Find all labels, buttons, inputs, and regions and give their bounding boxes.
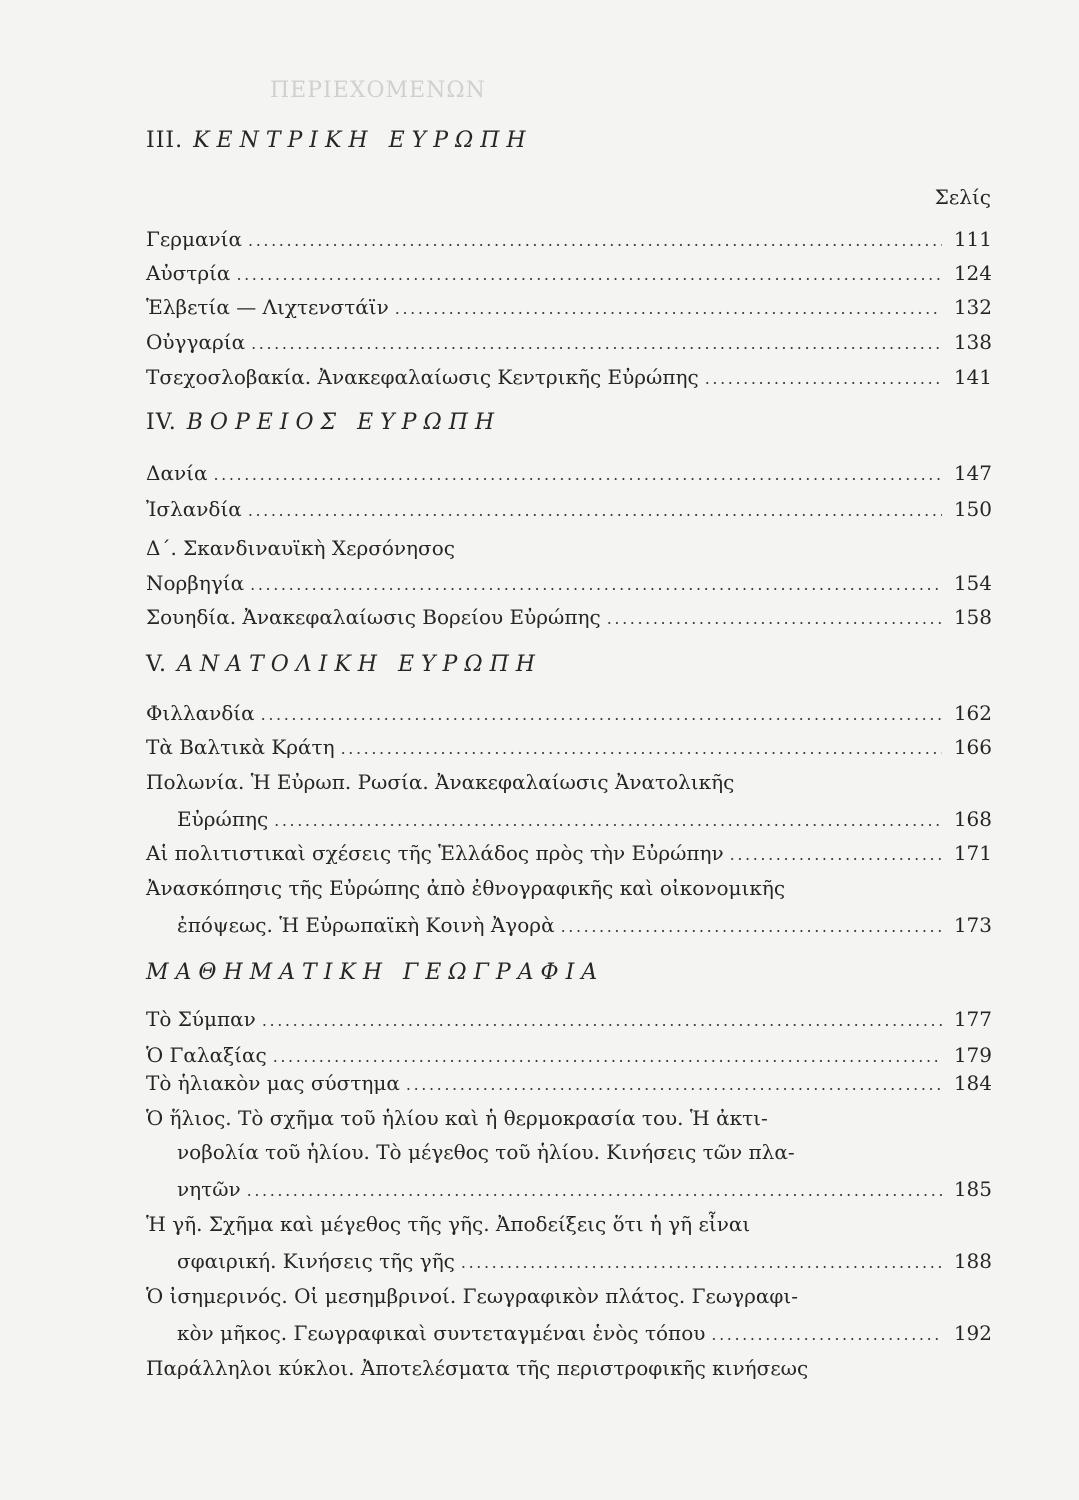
toc-entry: ἐπόψεως. Ἡ Εὐρωπαϊκὴ Κοινὴ Ἀγορὰ ..... 173 [177, 910, 992, 940]
toc-entry-line: νοβολία τοῦ ἡλίου. Τὸ μέγεθος τοῦ ἡλίου. Κινήσεις τῶν πλα- [177, 1140, 795, 1164]
toc-entry-line: Ἀνασκόπησις τῆς Εὐρώπης ἀπὸ ἐθνογραφικῆς καὶ οἰκονομικῆς [146, 876, 786, 900]
toc-entry: Γερμανία ..... 111 [146, 224, 992, 254]
toc-entry: Τὰ Βαλτικὰ Κράτη ..... 166 [146, 732, 992, 762]
section-heading-4: IV. ΒΟΡΕΙΟΣ ΕΥΡΩΠΗ [146, 410, 502, 435]
toc-entry: κὸν μῆκος. Γεωγραφικαὶ συντεταγμέναι ἑνὸς τόπου ..... 192 [177, 1318, 992, 1348]
toc-entry: Οὐγγαρία ..... 138 [146, 327, 992, 357]
section-heading-3: III. ΚΕΝΤΡΙΚΗ ΕΥΡΩΠΗ [146, 128, 533, 153]
toc-subheading: Δ΄. Σκανδιναυϊκὴ Χερσόνησος [146, 536, 455, 560]
page-column-label: Σελίς [934, 185, 991, 209]
toc-entry: Αὐστρία ..... 124 [146, 258, 992, 288]
toc-entry: Τὸ ἡλιακὸν μας σύστημα ..... 184 [146, 1068, 992, 1098]
toc-entry-line: Παράλληλοι κύκλοι. Ἀποτελέσματα τῆς περιστροφικῆς κινήσεως [146, 1356, 809, 1380]
toc-entry: Ὁ Γαλαξίας ..... 179 [146, 1040, 992, 1070]
toc-entry: σφαιρική. Κινήσεις τῆς γῆς ..... 188 [177, 1246, 992, 1276]
toc-entry: Σουηδία. Ἀνακεφαλαίωσις Βορείου Εὐρώπης ..... 158 [146, 602, 992, 632]
bleed-through-text: ΠΕΡΙΕΧΟΜΕΝΩΝ [270, 78, 486, 103]
toc-entry: Τσεχοσλοβακία. Ἀνακεφαλαίωσις Κεντρικῆς Εὐρώπης ..... 141 [146, 362, 992, 392]
toc-entry: Εὐρώπης ..... 168 [177, 804, 992, 834]
toc-entry-line: Ὁ ἥλιος. Τὸ σχῆμα τοῦ ἡλίου καὶ ἡ θερμοκρασία του. Ἡ ἀκτι- [146, 1106, 768, 1130]
toc-entry-line: Ἡ γῆ. Σχῆμα καὶ μέγεθος τῆς γῆς. Ἀποδείξεις ὅτι ἡ γῆ εἶναι [146, 1212, 751, 1236]
toc-entry-line: Πολωνία. Ἡ Εὐρωπ. Ρωσία. Ἀνακεφαλαίωσις Ἀνατολικῆς [146, 770, 735, 794]
toc-entry-line: Ὁ ἰσημερινός. Οἱ μεσημβρινοί. Γεωγραφικὸν πλάτος. Γεωγραφι- [146, 1284, 798, 1308]
toc-entry: Νορβηγία ..... 154 [146, 568, 992, 598]
toc-entry: νητῶν ..... 185 [177, 1174, 992, 1204]
toc-entry: Ἑλβετία — Λιχτενστάϊν ..... 132 [146, 292, 992, 322]
section-heading-math: ΜΑΘΗΜΑΤΙΚΗ ΓΕΩΓΡΑΦΙΑ [146, 960, 605, 985]
toc-entry: Ἰσλανδία ..... 150 [146, 494, 992, 524]
toc-entry: Δανία ..... 147 [146, 458, 992, 488]
toc-entry: Αἱ πολιτιστικαὶ σχέσεις τῆς Ἑλλάδος πρὸς τὴν Εὐρώπην ..... 171 [146, 838, 992, 868]
toc-entry: Φιλλανδία ..... 162 [146, 698, 992, 728]
section-heading-5: V. ΑΝΑΤΟΛΙΚΗ ΕΥΡΩΠΗ [146, 652, 542, 677]
toc-entry: Τὸ Σύμπαν ..... 177 [146, 1004, 992, 1034]
